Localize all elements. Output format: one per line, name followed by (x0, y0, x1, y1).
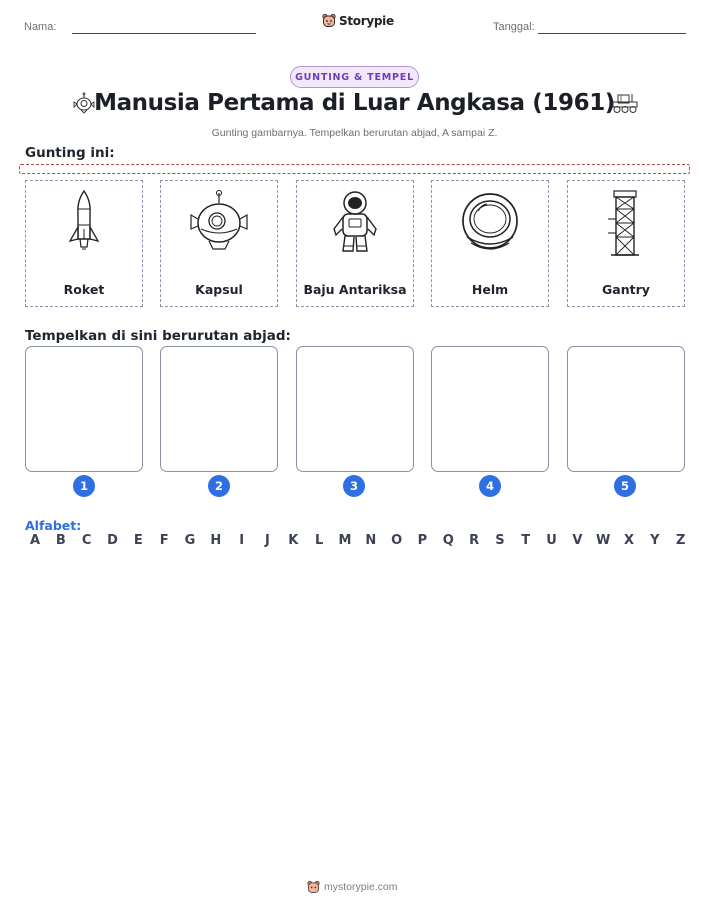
paste-slot-4[interactable] (431, 346, 549, 472)
alphabet-heading: Alfabet: (25, 518, 82, 533)
footer-url[interactable]: mystorypie.com (324, 881, 398, 893)
crawler-vehicle-icon (611, 92, 639, 114)
slot-number-badge: 1 (73, 475, 95, 497)
alphabet-letter: D (107, 533, 118, 548)
slot-number-badge: 2 (208, 475, 230, 497)
card-label: Helm (471, 282, 509, 297)
card-label: Kapsul (195, 282, 243, 297)
alphabet-letter: G (184, 533, 196, 548)
footer (307, 880, 398, 894)
alphabet-letter: A (29, 533, 41, 548)
storypie-mascot-icon (307, 880, 320, 894)
alphabet-letter: O (391, 533, 403, 548)
cut-card-roket[interactable] (25, 180, 143, 307)
cut-line (19, 164, 690, 174)
name-field-line[interactable] (72, 33, 256, 34)
slot-number-badge: 3 (343, 475, 365, 497)
alphabet-letter: B (55, 533, 66, 548)
cut-card-gantry[interactable] (567, 180, 685, 307)
brand-name: Storypie (339, 13, 394, 28)
slot-number-badge: 4 (479, 475, 501, 497)
spacesuit-icon (327, 189, 383, 259)
helmet-icon (457, 189, 523, 255)
alphabet-letter: T (521, 533, 531, 548)
alphabet-letter: S (495, 533, 505, 548)
alphabet-letter: L (314, 533, 324, 548)
alphabet-row (27, 533, 689, 548)
gantry-icon (606, 189, 646, 259)
alphabet-letter: R (469, 533, 480, 548)
page-title: Manusia Pertama di Luar Angkasa (1961) (94, 90, 615, 116)
card-label: Roket (63, 282, 105, 297)
alphabet-letter: V (572, 533, 583, 548)
alphabet-letter: J (265, 533, 270, 548)
card-label: Baju Antariksa (303, 282, 407, 297)
alphabet-letter: Z (675, 533, 686, 548)
cut-card-helm[interactable] (431, 180, 549, 307)
alphabet-letter: Q (442, 533, 454, 548)
card-label: Gantry (602, 282, 650, 297)
alphabet-letter: K (288, 533, 299, 548)
instructions: Gunting gambarnya. Tempelkan berurutan abjad, A sampai Z. (211, 127, 498, 139)
storypie-logo (322, 13, 394, 28)
slot-number-badge: 5 (614, 475, 636, 497)
date-label: Tanggal: (493, 21, 535, 33)
capsule-icon (187, 189, 251, 255)
alphabet-letter: I (239, 533, 245, 548)
alphabet-letter: X (624, 533, 635, 548)
paste-section-heading: Tempelkan di sini berurutan abjad: (25, 328, 291, 344)
alphabet-letter: H (210, 533, 222, 548)
alphabet-letter: M (338, 533, 352, 548)
alphabet-letter: C (81, 533, 92, 548)
alphabet-letter: W (596, 533, 611, 548)
alphabet-letter: Y (650, 533, 660, 548)
paste-slot-5[interactable] (567, 346, 685, 472)
cut-card-baju-antariksa[interactable] (296, 180, 414, 307)
paste-slot-3[interactable] (296, 346, 414, 472)
name-label: Nama: (24, 21, 57, 33)
paste-slot-1[interactable] (25, 346, 143, 472)
paste-slot-2[interactable] (160, 346, 278, 472)
alphabet-letter: E (133, 533, 143, 548)
cut-section-heading: Gunting ini: (25, 145, 115, 161)
rocket-icon (64, 189, 104, 255)
alphabet-letter: P (417, 533, 428, 548)
alphabet-letter: F (159, 533, 169, 548)
activity-tag: GUNTING & TEMPEL (290, 66, 419, 88)
date-field-line[interactable] (538, 33, 686, 34)
cut-card-kapsul[interactable] (160, 180, 278, 307)
alphabet-letter: N (365, 533, 377, 548)
alphabet-letter: U (546, 533, 557, 548)
storypie-mascot-icon (322, 13, 336, 28)
